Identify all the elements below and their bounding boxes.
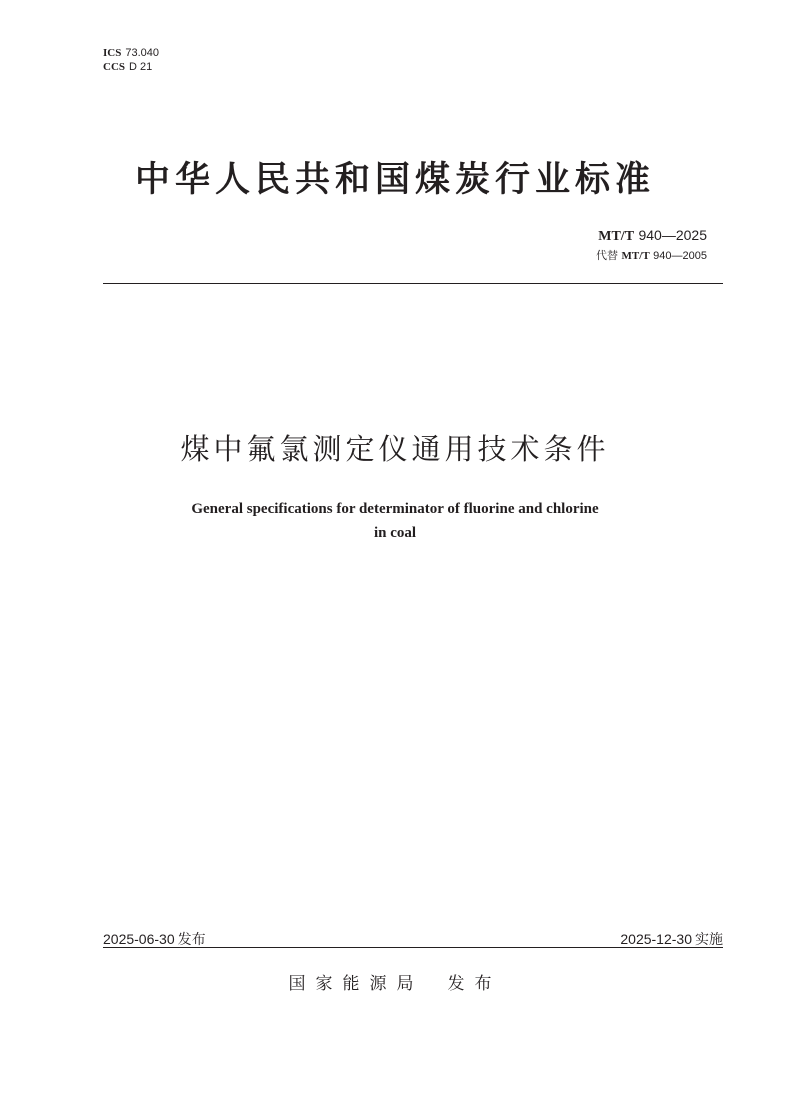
issue-date	[103, 929, 206, 949]
ccs-code-value: D 21	[129, 61, 153, 73]
english-title-line1: General specifications for determinator of fluorine and chlorine	[191, 501, 599, 517]
standard-category-title: 中华人民共和国煤炭行业标准	[134, 160, 655, 200]
replaced-standard-prefix: MT/T	[621, 250, 650, 262]
replaced-standard	[596, 248, 707, 264]
standard-number-digits: 940—2025	[638, 227, 707, 243]
issuing-action: 发布	[447, 974, 502, 994]
standard-number-block	[596, 226, 707, 264]
ics-code	[103, 46, 159, 60]
replaced-standard-digits: 940—2005	[653, 250, 707, 262]
ccs-code	[103, 60, 159, 74]
issue-date-value: 2025-06-30	[103, 931, 175, 947]
issue-date-label: 发布	[177, 932, 206, 948]
header-divider	[103, 283, 723, 284]
effective-date-label: 实施	[695, 932, 723, 948]
standard-number-prefix: MT/T	[598, 229, 635, 244]
replaces-label: 代替	[596, 249, 619, 262]
standard-number	[596, 226, 707, 246]
effective-date	[620, 929, 723, 949]
chinese-title: 煤中氟氯测定仪通用技术条件	[180, 432, 610, 466]
effective-date-value: 2025-12-30	[620, 931, 692, 947]
footer-divider	[103, 947, 723, 948]
ics-code-value: 73.040	[125, 47, 159, 59]
ics-code-key: ICS	[103, 47, 122, 59]
classification-codes	[103, 46, 159, 74]
issuing-organization: 国家能源局	[288, 974, 424, 994]
ccs-code-key: CCS	[103, 61, 126, 73]
english-title	[0, 497, 790, 545]
english-title-line2: in coal	[373, 525, 417, 541]
issuing-authority	[0, 969, 790, 994]
